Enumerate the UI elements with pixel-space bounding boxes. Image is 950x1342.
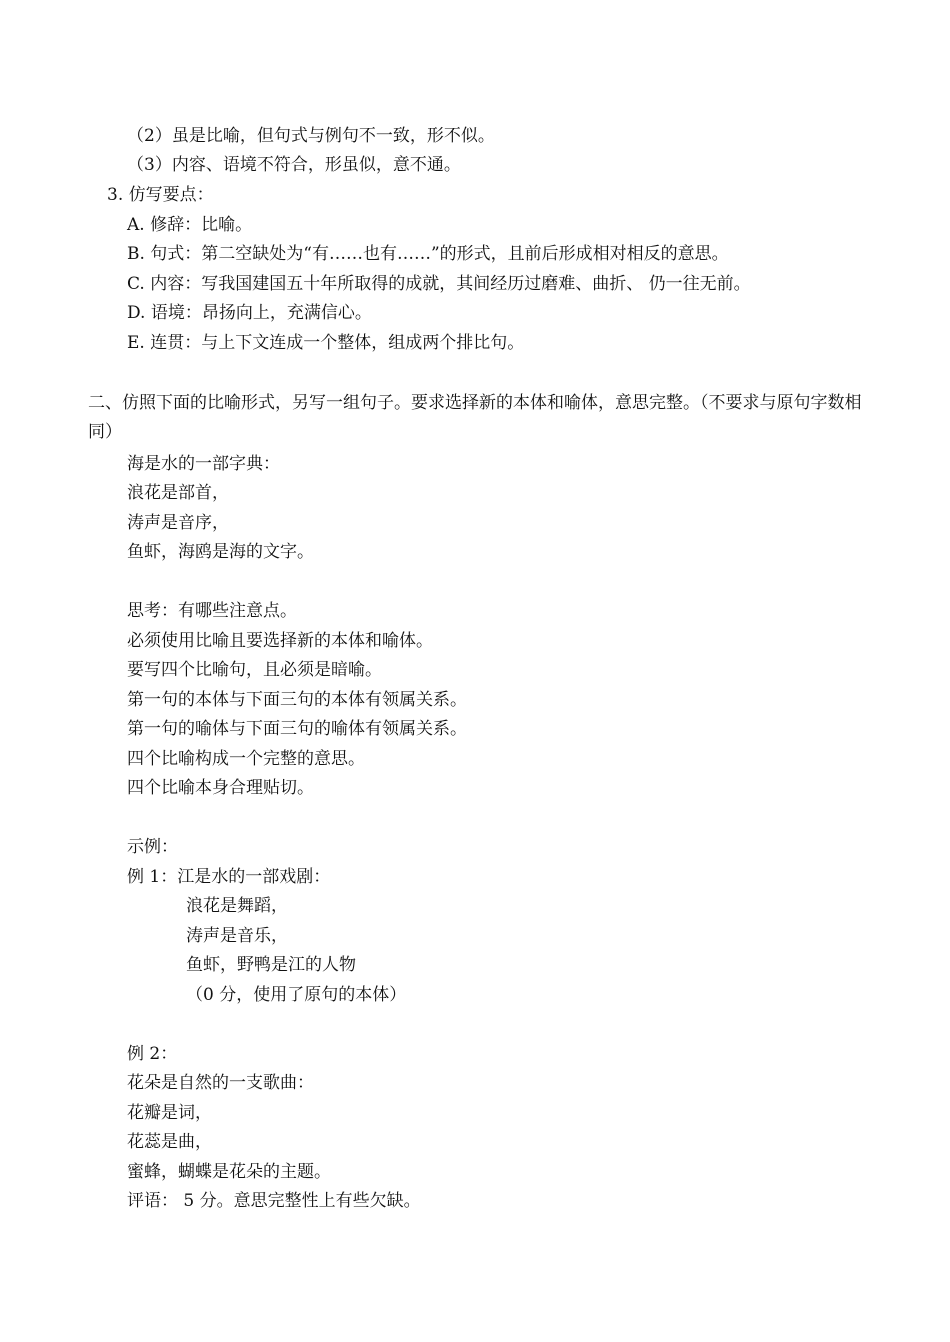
original-line: 浪花是部首， [127,483,229,503]
original-line: 涛声是音序， [127,513,229,533]
point-d: D. 语境：昂扬向上，充满信心。 [127,303,372,323]
question-text: 二、仿照下面的比喻形式，另写一组句子。要求选择新的本体和喻体，意思完整。（不要求与原句字数相同） [88,393,862,442]
think-line: 思考：有哪些注意点。 [127,601,297,621]
think-line: 四个比喻本身合理贴切。 [127,778,314,798]
think-line: 第一句的本体与下面三句的本体有领属关系。 [127,690,467,710]
original-line: 海是水的一部字典： [127,454,280,474]
example-1-line: 浪花是舞蹈， [186,896,288,916]
think-line: 必须使用比喻且要选择新的本体和喻体。 [127,631,433,651]
example-2-line: 蜜蜂，蝴蝶是花朵的主题。 [127,1162,331,1182]
point-a: A. 修辞：比喻。 [127,215,253,235]
example-2-line: 花蕊是曲， [127,1132,212,1152]
point-c: C. 内容：写我国建国五十年所取得的成就，其间经历过磨难、曲折、 仍一往无前。 [127,274,751,294]
example-2-line: 花朵是自然的一支歌曲： [127,1073,314,1093]
examples-label: 示例： [127,837,178,857]
example-2-comment: 评语： 5 分。意思完整性上有些欠缺。 [127,1191,421,1211]
example-1-score: （0 分，使用了原句的本体） [186,985,407,1005]
note-3: （3）内容、语境不符合，形虽似，意不通。 [127,155,461,175]
example-1-line: 鱼虾，野鸭是江的人物 [186,955,356,975]
original-line: 鱼虾，海鸥是海的文字。 [127,542,314,562]
think-line: 四个比喻构成一个完整的意思。 [127,749,365,769]
point-b: B. 句式：第二空缺处为“有……也有……”的形式，且前后形成相对相反的意思。 [127,244,729,264]
think-line: 要写四个比喻句，且必须是暗喻。 [127,660,382,680]
example-1-head: 例 1：江是水的一部戏剧： [127,867,331,887]
note-2: （2）虽是比喻，但句式与例句不一致，形不似。 [127,126,495,146]
example-1-line: 涛声是音乐， [186,926,288,946]
think-line: 第一句的喻体与下面三句的喻体有领属关系。 [127,719,467,739]
example-2-head: 例 2： [127,1044,178,1064]
example-2-line: 花瓣是词， [127,1103,212,1123]
point-e: E. 连贯：与上下文连成一个整体，组成两个排比句。 [127,333,525,353]
section-heading: 3. 仿写要点： [107,185,214,205]
